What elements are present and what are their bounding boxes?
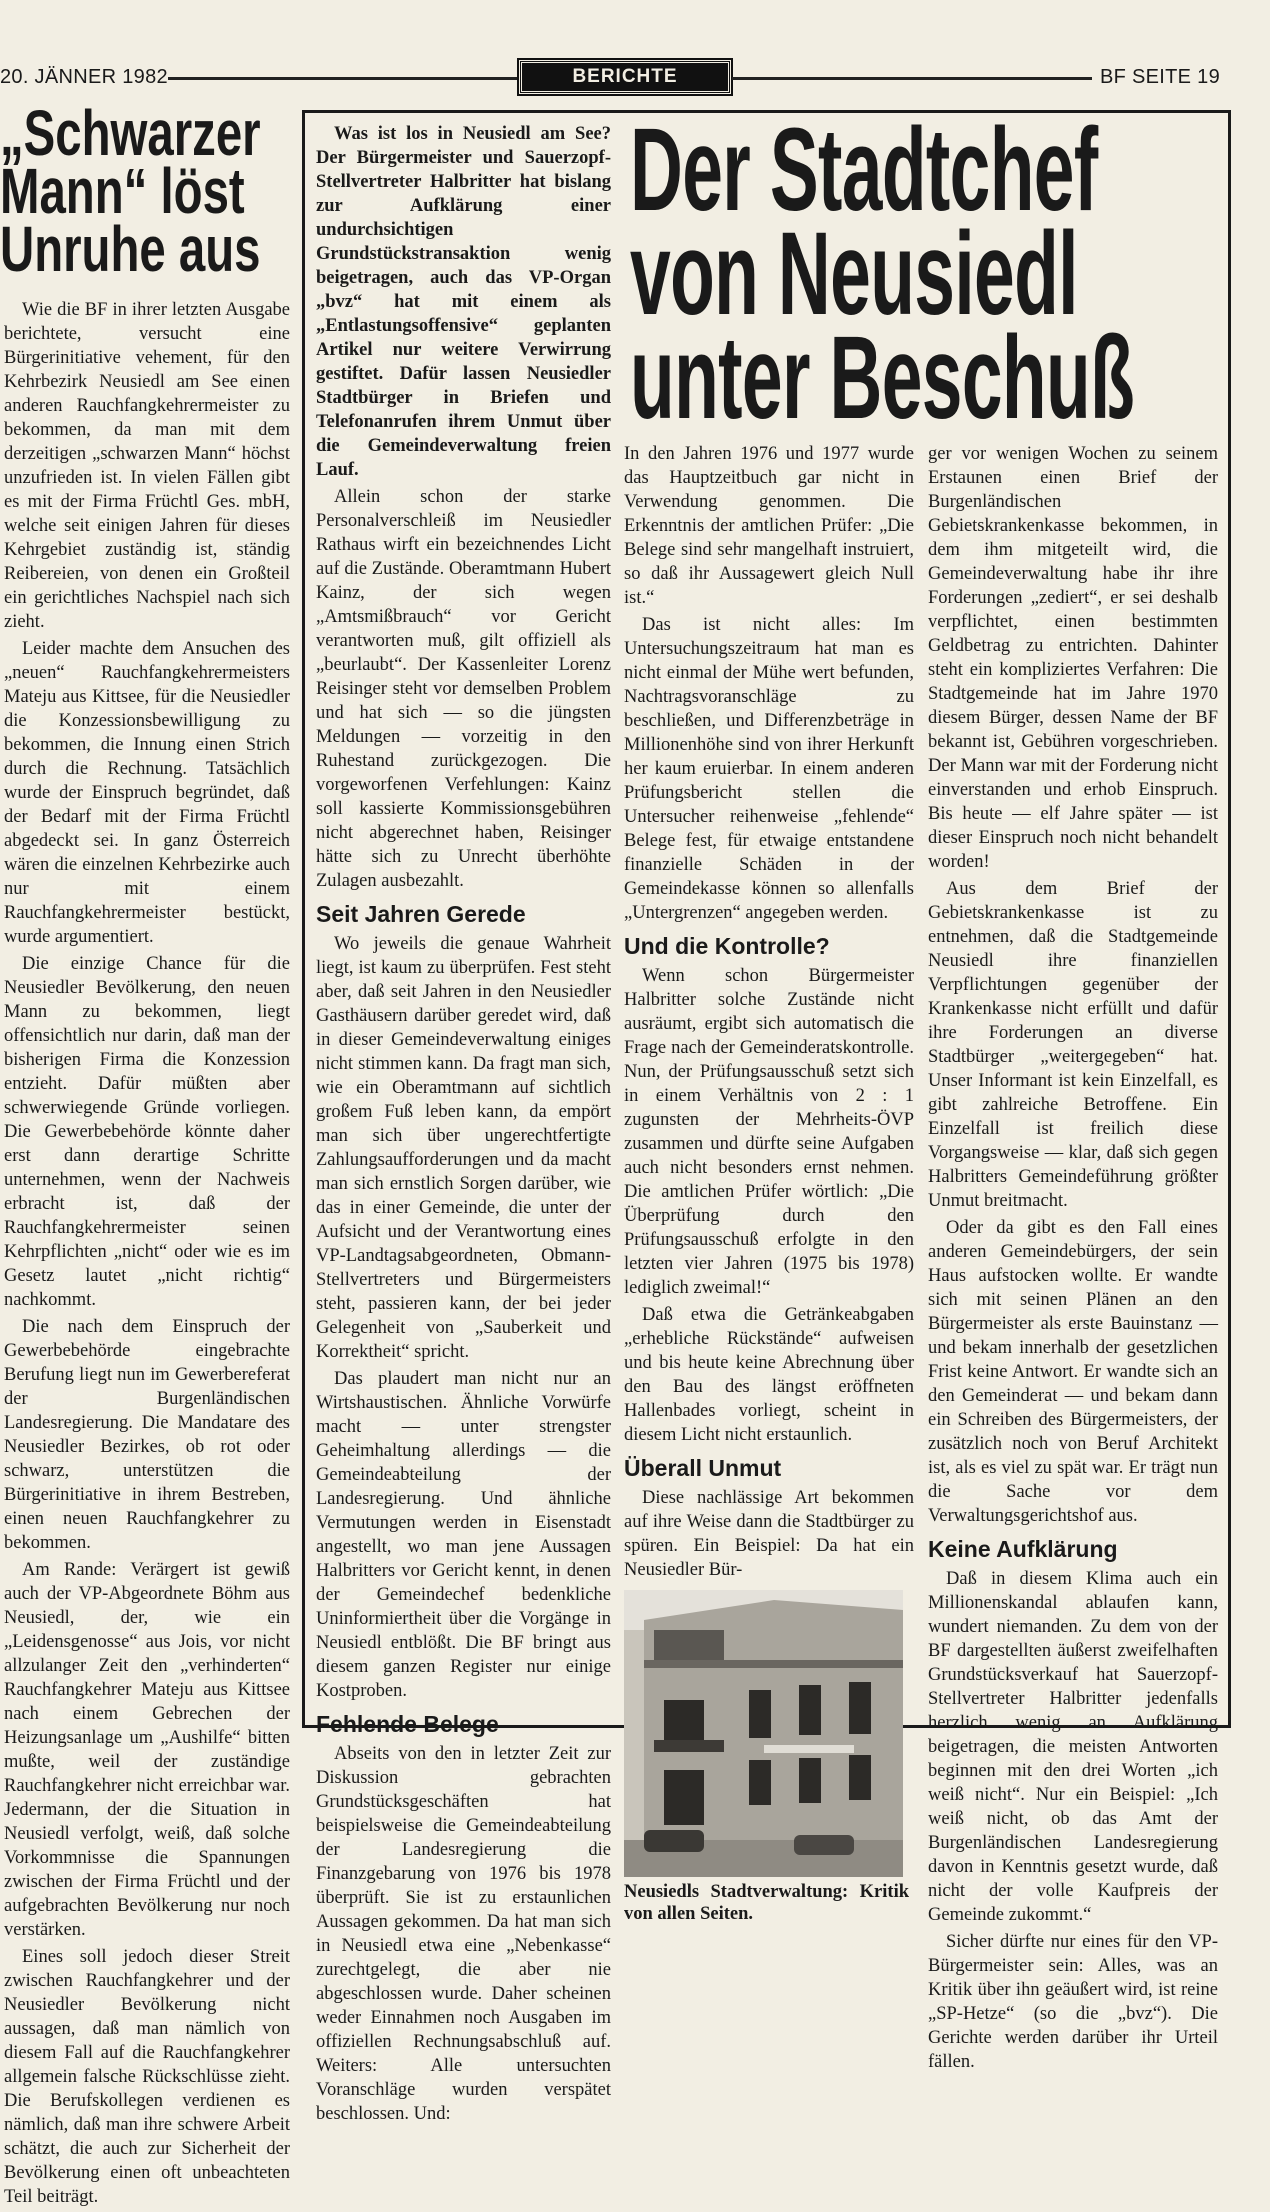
paragraph: Am Rande: Verärgert ist gewiß auch der VP-Abgeordnete Böhm aus Neusiedl, der, wie ein „Leidensgenosse“ aus Jois, vor nicht allzulanger Zeit den „verhinderten“ Rauchfangkehrer Mateju aus Kittsee nach einem Gebrechen der Heizungsanlage um „Aushilfe“ bitten mußte, weil der zuständige Rauchfangkehrer nicht erreichbar war. Jedermann, der die Situation in Neusiedl verfolgt, weiß, daß solche Vorkommnisse die Spannungen zwischen der Firma Früchtl und der aufgebrachten Bevölkerung nur noch verstärken. xyxy=(4,1560,290,1940)
headline-line: „Schwarzer xyxy=(0,97,261,169)
article-intro: Was ist los in Neusiedl am See? Der Bürgermeister und Sauerzopf-Stellvertreter Halbritter hat bislang zur Aufklärung einer undurchsichtigen Grundstückstransaktion wenig beigetragen, auch das VP-Organ „bvz“ hat mit einem als „Entlastungsoffensive“ geplanten Artikel nur weitere Verwirrung gestiftet. Dafür lassen Neusiedler Stadtbürger in Briefen und Telefonanrufen ihrem Unmut über die Gemeindeverwaltung freien Lauf. xyxy=(316,124,611,480)
photo-caption: Neusiedls Stadtverwaltung: Kritik von allen Seiten. xyxy=(624,1882,909,1924)
paragraph: Leider machte dem Ansuchen des „neuen“ Rauchfangkehrermeisters Mateju aus Kittsee, für die Neusiedler die Konzessionsbewilligung zu bekommen, die Innung einen Strich durch die Rechnung. Tatsächlich wurde der Einspruch begründet, daß der Bedarf mit der Firma Früchtl abgedeckt sei. In ganz Österreich wären die einzelnen Kehrbezirke auch nur mit einem Rauchfangkehrermeister bestückt, wurde argumentiert. xyxy=(4,639,290,947)
section-label: BERICHTE xyxy=(519,60,731,94)
headline-line: Mann“ löst xyxy=(0,155,245,227)
paragraph: Das plaudert man nicht nur an Wirtshaustischen. Ähnliche Vorwürfe macht — unter strengster Geheimhaltung allerdings — die Gemeindeabteilung der Landesregierung. Und ähnliche Vermutungen werden in Eisenstadt angestellt, wo man jene Aussagen Halbritters vor Gericht kennt, in denen der Gemeindechef bedenkliche Uninformiertheit über die Vorgänge in Neusiedl entblößt. Die BF bringt aus diesem ganzen Register nur einige Kostproben. xyxy=(316,1369,611,1701)
paragraph: Allein schon der starke Personalverschleiß im Neusiedler Rathaus wirft ein bezeichnendes Licht auf die Zustände. Oberamtmann Hubert Kainz, der sich wegen „Amtsmißbrauch“ vor Gericht verantworten muß, gilt offiziell als „beurlaubt“. Der Kassenleiter Lorenz Reisinger steht vor demselben Problem und hat sich — so die jüngsten Meldungen — vorzeitig in den Ruhestand zurückgezogen. Die vorgeworfenen Verfehlungen: Kainz soll kassierte Kommissionsgebühren nicht abgerechnet haben, Reisinger hätte sich zu Unrecht überhöhte Zulagen ausbezahlt. xyxy=(316,487,611,891)
issue-date: 20. JÄNNER 1982 xyxy=(0,66,168,88)
paragraph: Daß etwa die Getränkeabgaben „erhebliche Rückstände“ aufweisen und bis heute keine Abrechnung über den Bau des längst eröffneten Hallenbades vorliegt, scheint in diesem Licht nicht erstaunlich. xyxy=(624,1305,914,1445)
subheading: Überall Unmut xyxy=(624,1455,782,1481)
header-rule-right xyxy=(732,77,1092,80)
paragraph: Wenn schon Bürgermeister Halbritter solche Zustände nicht ausräumt, ergibt sich automatisch die Frage nach der Gemeinderatskontrolle. Nun, der Prüfungsausschuß setzt sich in einem Verhältnis von 2 : 1 zugunsten der Mehrheits-ÖVP zusammen und dürfte seine Aufgaben auch nicht besonders ernst nehmen. Die amtlichen Prüfer wörtlich: „Die Überprüfung durch den Prüfungsausschuß erfolgte in den letzten vier Jahren (1975 bis 1978) lediglich zweimal!“ xyxy=(624,966,914,1298)
subheading: Und die Kontrolle? xyxy=(624,933,830,959)
paragraph: Diese nachlässige Art bekommen auf ihre Weise dann die Stadtbürger zu spüren. Ein Beispiel: Da hat ein Neusiedler Bür- xyxy=(624,1488,914,1580)
left-headline xyxy=(0,97,300,285)
headline-line: Unruhe aus xyxy=(0,213,261,285)
subheading: Seit Jahren Gerede xyxy=(316,901,526,927)
paragraph: Das ist nicht alles: Im Untersuchungszeitraum hat man es nicht einmal der Mühe wert befunden, Nachtragsvoranschläge zu beschließen, und Differenzbeträge in Millionenhöhe sind von ihrer Herkunft her kaum eruierbar. In einem anderen Prüfungsbericht stellen die Untersucher reihenweise „fehlende“ Belege fest, für etwaige entstandene finanzielle Schäden in der Gemeindekasse können so allenfalls „Untergrenzen“ angegeben werden. xyxy=(624,615,914,923)
paragraph: Die einzige Chance für die Neusiedler Bevölkerung, den neuen Mann zu bekommen, liegt offensichtlich nur darin, daß man der bisherigen Firma die Konzession entzieht. Dafür müßten aber schwerwiegende Gründe vorliegen. Die Gewerbebehörde könnte daher erst dann derartige Schritte unternehmen, wenn der Nachweis erbracht ist, daß der Rauchfangkehrermeister seinen Kehrpflichten „nicht“ oder wie es im Gesetz lautet „nicht richtig“ nachkommt. xyxy=(4,954,290,1310)
page-number: BF SEITE 19 xyxy=(1100,66,1221,88)
main-article-column-1 xyxy=(316,122,611,2129)
paragraph: Daß in diesem Klima auch ein Millionenskandal ablaufen kann, wundert niemanden. Zu dem von der BF dargestellten äußerst zweifelhaften Grundstücksverkauf hat Sauerzopf-Stellvertreter Halbritter jedenfalls herzlich wenig an Aufklärung beigetragen, die meisten Antworten beginnen mit den drei Worten „ich weiß nicht“. Nur ein Beispiel: „Ich weiß nicht, ob das Amt der Burgenländischen Landesregierung davon in Kenntnis gesetzt wurde, daß nicht der volle Kaufpreis der Gemeinde zukommt.“ xyxy=(928,1569,1218,1925)
town-hall-photo xyxy=(624,1590,903,1877)
paragraph: In den Jahren 1976 und 1977 wurde das Hauptzeitbuch gar nicht in Verwendung genommen. Die Erkenntnis der amtlichen Prüfer: „Die Belege sind sehr mangelhaft instruiert, so daß ihr Aussagewert gleich Null ist.“ xyxy=(624,444,914,608)
main-headline xyxy=(630,104,1220,444)
paragraph: Die nach dem Einspruch der Gewerbebehörde eingebrachte Berufung liegt nun im Gewerbereferat der Burgenländischen Landesregierung. Die Mandatare des Neusiedler Bezirkes, ob rot oder schwarz, unterstützen die Bürgerinitiative in ihrem Bestreben, einen neuen Rauchfangkehrer zu bekommen. xyxy=(4,1317,290,1553)
header-rule-left xyxy=(168,77,520,80)
paragraph: Sicher dürfte nur eines für den VP-Bürgermeister sein: Alles, was an Kritik über ihn geäußert wird, ist reine „SP-Hetze“ (so die „bvz“). Die Gerichte werden darüber ihr Urteil fällen. xyxy=(928,1932,1218,2072)
subheading: Fehlende Belege xyxy=(316,1711,499,1737)
left-article-body xyxy=(4,298,290,2212)
building-image xyxy=(624,1590,903,1877)
headline-line: Der Stadtchef xyxy=(630,104,1098,236)
headline-line: unter Beschuß xyxy=(630,312,1135,444)
paragraph: Eines soll jedoch dieser Streit zwischen Rauchfangkehrer und der Neusiedler Bevölkerung nicht aussagen, daß man nämlich von diesem Fall auf die Rauchfangkehrer allgemein falsche Rückschlüsse zieht. Die Berufskollegen verdienen es nämlich, daß man ihre schwere Arbeit schätzt, die auch zur Sicherheit der Bevölkerung einen oft unbeachteten Teil beiträgt. xyxy=(4,1947,290,2207)
headline-line: von Neusiedl xyxy=(630,208,1078,340)
paragraph: Aus dem Brief der Gebietskrankenkasse ist zu entnehmen, daß die Stadtgemeinde Neusiedl ihre finanziellen Verpflichtungen gegenüber der Krankenkasse nicht erfüllt und dafür ihre Forderungen an diverse Stadtbürger „weitergegeben“ hat. Unser Informant ist kein Einzelfall, es gibt zahlreiche Betroffene. Ein Einzelfall ist freilich diese Vorgangsweise — klar, daß sich gegen Halbritters Gemeindeführung größter Unmut breitmacht. xyxy=(928,879,1218,1211)
subheading: Keine Aufklärung xyxy=(928,1536,1118,1562)
paragraph: Oder da gibt es den Fall eines anderen Gemeindebürgers, der sein Haus aufstocken wollte. Er wandte sich mit seinen Plänen an den Bürgermeister als erste Bauinstanz — und bekam innerhalb der gesetzlichen Frist keine Antwort. Er wandte sich an den Gemeinderat — und bekam dann ein Schreiben des Bürgermeisters, der zusätzlich noch von Beruf Architekt ist, als es viel zu spät war. Er trägt nun die Sache vor dem Verwaltungsgerichtshof aus. xyxy=(928,1218,1218,1526)
paragraph: Abseits von den in letzter Zeit zur Diskussion gebrachten Grundstücksgeschäften hat beispielsweise die Gemeindeabteilung der Landesregierung die Finanzgebarung von 1976 bis 1978 überprüft. Sie ist zu erstaunlichen Aussagen gekommen. Da hat man sich in Neusiedl etwa eine „Nebenkasse“ zurechtgelegt, die aber nie abgeschlossen wurde. Daher scheinen weder Einnahmen noch Ausgaben im offiziellen Rechnungsabschluß auf. Weiters: Alle untersuchten Voranschläge wurden verspätet beschlossen. Und: xyxy=(316,1744,611,2124)
paragraph: Wie die BF in ihrer letzten Ausgabe berichtete, versucht eine Bürgerinitiative vehement, für den Kehrbezirk Neusiedl am See einen anderen Rauchfangkehrermeister zu bekommen, da man mit dem derzeitigen „schwarzen Mann“ höchst unzufrieden ist. In vielen Fällen gibt es mit der Firma Früchtl Ges. mbH, welche seit einigen Jahren für dieses Kehrgebiet zuständig ist, ständig Reibereien, von denen ein Großteil ein gerichtliches Nachspiel nach sich zieht. xyxy=(4,300,290,632)
paragraph: Wo jeweils die genaue Wahrheit liegt, ist kaum zu überprüfen. Fest steht aber, daß seit Jahren in den Neusiedler Gasthäusern darüber geredet wird, daß in dieser Gemeindeverwaltung einiges nicht stimmen kann. Da fragt man sich, wie ein Oberamtmann auf sichtlich großem Fuß leben kann, da empört man sich über ungerechtfertigte Zahlungsaufforderungen und da macht man sich ernstlich Sorgen darüber, wie das in einer Gemeinde, die unter der Aufsicht und der Verantwortung eines VP-Landtagsabgeordneten, Obmann-Stellvertreters und Bürgermeisters steht, passieren kann, der bei jeder Gelegenheit von „Sauberkeit und Korrektheit“ spricht. xyxy=(316,934,611,1362)
main-article-column-2 xyxy=(624,442,914,1925)
paragraph: ger vor wenigen Wochen zu seinem Erstaunen einen Brief der Burgenländischen Gebietskrankenkasse bekommen, in dem ihm mitgeteilt wird, die Gemeindeverwaltung habe ihr ihre Forderungen „zediert“, er sei deshalb verpflichtet, einen bestimmten Geldbetrag zu entrichten. Dahinter steht ein kompliziertes Verfahren: Die Stadtgemeinde hat im Jahre 1970 diesem Bürger, dessen Name der BF bekannt ist, Gebühren vorgeschrieben. Der Mann war mit der Forderung nicht einverstanden und erhob Einspruch. Bis heute — elf Jahre später — ist dieser Einspruch noch nicht behandelt worden! xyxy=(928,444,1218,872)
main-article-column-3 xyxy=(928,442,1218,2077)
